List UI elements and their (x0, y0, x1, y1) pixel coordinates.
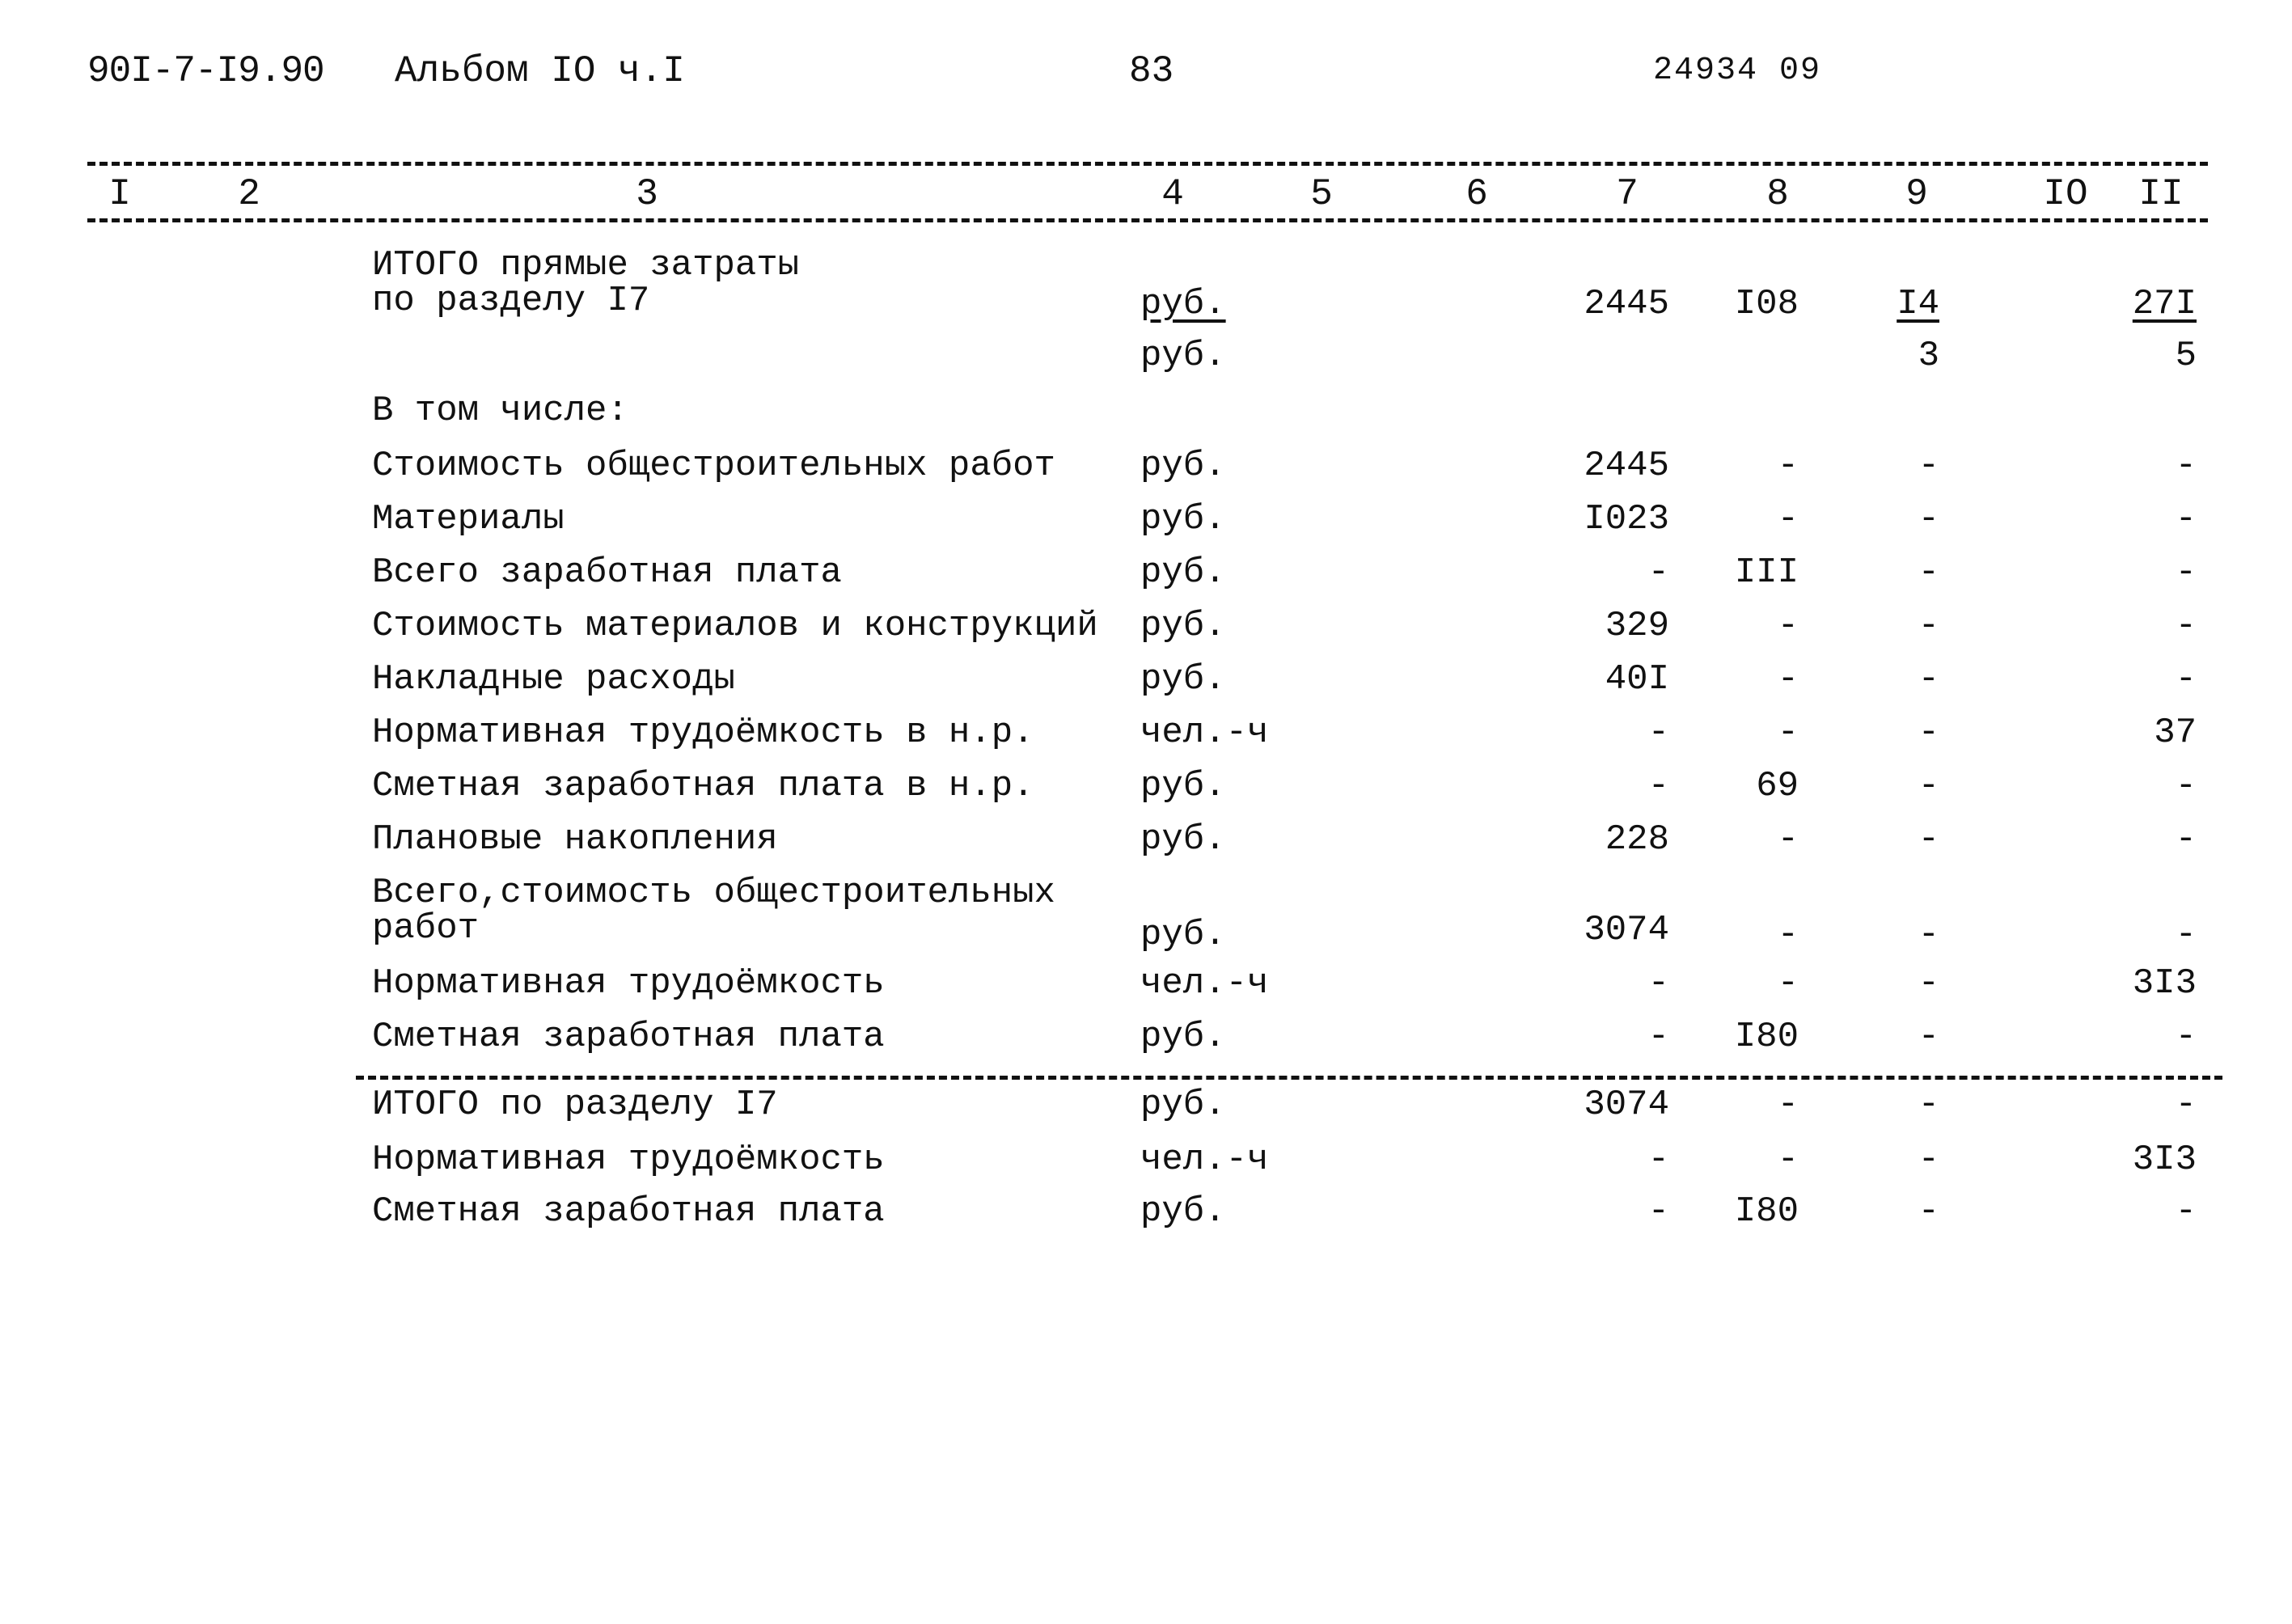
row-value-col9: - (1918, 963, 1939, 1004)
row-value-col11: - (2175, 606, 2197, 646)
section-total-rule (356, 1076, 2222, 1080)
row-value-col9: - (1918, 1017, 1939, 1057)
row-value-col11: - (2175, 1085, 2197, 1125)
row-value-col7: - (1647, 1017, 1669, 1057)
row-unit: руб. (1140, 766, 1226, 806)
table-row (0, 335, 2292, 380)
row-value-col7: 40I (1605, 659, 1669, 700)
row-value-col11: - (2175, 446, 2197, 486)
row-value-col8: - (1777, 819, 1799, 860)
row-unit: руб. (1140, 1085, 1226, 1125)
row-value-col7: I023 (1584, 499, 1669, 539)
table-row (0, 552, 2292, 597)
row-unit: руб. (1140, 499, 1226, 539)
row-label-line: работ (372, 908, 480, 949)
row-value-col8: - (1777, 713, 1799, 753)
row-value-col8: - (1777, 1140, 1799, 1180)
column-number-5: 5 (1310, 173, 1333, 215)
row-value-col11: 3I3 (2132, 1140, 2197, 1180)
row-unit: руб. (1140, 552, 1226, 593)
row-value-col11: 3I3 (2132, 963, 2197, 1004)
row-label-line: Всего,стоимость общестроительных (372, 873, 1055, 913)
row-value-col7: - (1647, 963, 1669, 1004)
row-value-col8: I08 (1734, 284, 1799, 324)
row-value-col9: - (1918, 499, 1939, 539)
row-value-col7: 2445 (1584, 446, 1669, 486)
row-value-col11: 37 (2154, 713, 2197, 753)
row-value-col9: - (1918, 766, 1939, 806)
row-value-col11: - (2175, 1017, 2197, 1057)
row-value-col9: - (1918, 1140, 1939, 1180)
row-label: Плановые накопления (372, 819, 778, 860)
row-value-col11: - (2175, 819, 2197, 860)
row-value-col8: - (1777, 963, 1799, 1004)
row-value-col8: - (1777, 499, 1799, 539)
row-label: Сметная заработная плата (372, 1017, 885, 1057)
row-label: Нормативная трудоёмкость (372, 963, 885, 1004)
table-row (0, 712, 2292, 757)
column-number-11: II (2138, 173, 2184, 215)
row-label: ИТОГО по разделу I7 (372, 1085, 778, 1125)
row-value-col8: - (1777, 659, 1799, 700)
row-unit: чел.-ч (1140, 1140, 1269, 1180)
row-value-col9: - (1918, 446, 1939, 486)
table-row (0, 962, 2292, 1008)
column-number-3: 3 (636, 173, 658, 215)
row-unit: руб. (1140, 1017, 1226, 1057)
row-value-col7: 2445 (1584, 284, 1669, 324)
row-value-col11: - (2175, 659, 2197, 700)
row-value-col11: 27I (2132, 284, 2197, 324)
table-row (0, 765, 2292, 810)
page-number: 83 (1129, 50, 1174, 92)
row-label: Нормативная трудоёмкость (372, 1140, 885, 1180)
row-unit: руб. (1140, 446, 1226, 486)
row-value-col8: I80 (1734, 1191, 1799, 1232)
row-value-col8: - (1777, 446, 1799, 486)
row-unit: руб. (1140, 915, 1226, 955)
table-row (0, 247, 2292, 328)
row-value-col8: - (1777, 1085, 1799, 1125)
row-unit: руб. (1140, 659, 1226, 700)
inventory-number: 24934 09 (1653, 53, 1822, 89)
row-value-col7: 329 (1605, 606, 1669, 646)
table-row (0, 658, 2292, 704)
row-label: Стоимость общестроительных работ (372, 446, 1055, 486)
row-value-col11: - (2175, 915, 2197, 955)
row-value-col9: - (1918, 1085, 1939, 1125)
row-unit: руб. (1140, 284, 1226, 324)
header-bottom-rule (87, 218, 2208, 222)
row-value-col7: 3074 (1584, 1085, 1669, 1125)
column-number-8: 8 (1766, 173, 1789, 215)
row-value-col7: - (1647, 1140, 1669, 1180)
row-value-col8: 69 (1756, 766, 1799, 806)
column-number-10: IO (2043, 173, 2088, 215)
row-label: Материалы (372, 499, 565, 539)
row-value-col11: - (2175, 1191, 2197, 1232)
row-unit: чел.-ч (1140, 963, 1269, 1004)
table-row (0, 1139, 2292, 1184)
table-row (0, 875, 2292, 964)
row-unit: чел.-ч (1140, 713, 1269, 753)
row-label-line: по разделу I7 (372, 281, 650, 321)
row-value-col7: - (1647, 766, 1669, 806)
row-value-col9: - (1918, 713, 1939, 753)
row-value-col11: - (2175, 499, 2197, 539)
row-value-col11: - (2175, 766, 2197, 806)
row-label: Нормативная трудоёмкость в н.р. (372, 713, 1034, 753)
row-value-col9: - (1918, 659, 1939, 700)
column-number-2: 2 (238, 173, 260, 215)
table-top-rule (87, 162, 2208, 166)
column-number-9: 9 (1905, 173, 1928, 215)
row-unit: руб. (1140, 606, 1226, 646)
row-value-col8: I80 (1734, 1017, 1799, 1057)
row-value-col9: - (1918, 1191, 1939, 1232)
row-unit: руб. (1140, 336, 1226, 376)
row-unit: руб. (1140, 819, 1226, 860)
table-row (0, 390, 2292, 435)
row-unit: руб. (1140, 1191, 1226, 1232)
row-value-col7: - (1647, 713, 1669, 753)
row-label: Сметная заработная плата (372, 1191, 885, 1232)
row-label (372, 247, 799, 319)
album-label: Альбом IO ч.I (395, 50, 685, 92)
row-value-col7: 3074 (1584, 910, 1669, 950)
row-value-col7: - (1647, 552, 1669, 593)
row-value-col8: - (1777, 606, 1799, 646)
table-row (0, 818, 2292, 864)
row-label: Всего заработная плата (372, 552, 842, 593)
row-value-col11: 5 (2175, 336, 2197, 376)
table-row (0, 1084, 2292, 1129)
row-label: В том числе: (372, 391, 628, 431)
table-row (0, 1191, 2292, 1236)
row-label-line: ИТОГО прямые затраты (372, 245, 800, 285)
row-value-col9: - (1918, 819, 1939, 860)
row-label: Накладные расходы (372, 659, 735, 700)
row-value-col9: I4 (1897, 284, 1939, 324)
table-row (0, 605, 2292, 650)
row-value-col9: - (1918, 915, 1939, 955)
row-label: Сметная заработная плата в н.р. (372, 766, 1034, 806)
row-value-col9: 3 (1918, 336, 1939, 376)
row-value-col9: - (1918, 606, 1939, 646)
column-number-4: 4 (1161, 173, 1184, 215)
table-row (0, 445, 2292, 490)
row-label (372, 873, 1055, 949)
document-code: 90I-7-I9.90 (87, 50, 324, 92)
table-row (0, 498, 2292, 543)
row-value-col8: III (1734, 552, 1799, 593)
row-value-col11: - (2175, 552, 2197, 593)
row-value-col7: 228 (1605, 819, 1669, 860)
row-value-col9: - (1918, 552, 1939, 593)
table-row (0, 1016, 2292, 1061)
row-value-col8: - (1777, 915, 1799, 955)
row-value-col7: - (1647, 1191, 1669, 1232)
column-number-1: I (108, 173, 131, 215)
column-number-6: 6 (1465, 173, 1488, 215)
row-label: Стоимость материалов и конструкций (372, 606, 1098, 646)
column-number-7: 7 (1616, 173, 1639, 215)
